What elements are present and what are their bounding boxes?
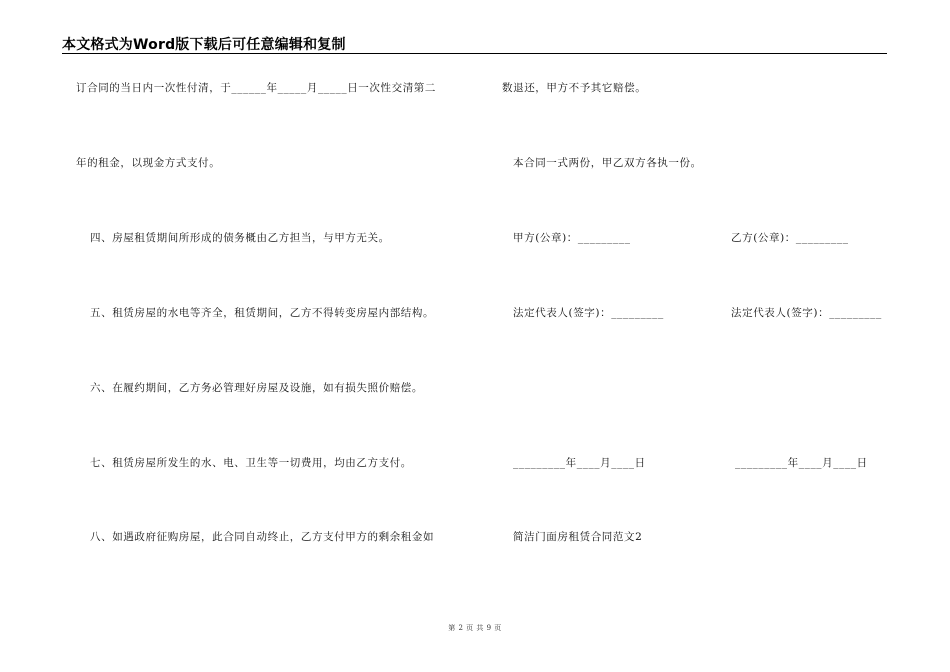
party-b-date-field: _________年____月____日 (735, 457, 868, 469)
next-document-title: 简洁门面房租赁合同范文2 (513, 531, 643, 543)
clause-5: 五、租赁房屋的水电等齐全，租赁期间，乙方不得转变房屋内部结构。 (90, 307, 435, 319)
clause-4: 四、房屋租赁期间所形成的债务概由乙方担当，与甲方无关。 (90, 232, 390, 244)
party-a-date-field: _________年____月____日 (513, 457, 646, 469)
page-number: 第 2 页 共 9 页 (448, 624, 502, 632)
clause-8: 八、如遇政府征购房屋，此合同自动终止，乙方支付甲方的剩余租金如 (90, 531, 435, 543)
header-divider (62, 53, 887, 54)
clause-7: 七、租赁房屋所发生的水、电、卫生等一切费用，均由乙方支付。 (90, 457, 412, 469)
party-b-representative-field: 法定代表人(签字)：_________ (731, 307, 882, 319)
contract-text-line: 数退还，甲方不予其它赔偿。 (502, 82, 647, 94)
party-a-seal-field: 甲方(公章)：_________ (513, 232, 631, 244)
copies-clause: 本合同一式两份，甲乙双方各执一份。 (513, 157, 702, 169)
clause-6: 六、在履约期间，乙方务必管理好房屋及设施，如有损失照价赔偿。 (90, 382, 423, 394)
party-a-representative-field: 法定代表人(签字)：_________ (513, 307, 664, 319)
document-header: 本文格式为Word版下载后可任意编辑和复制 (62, 37, 346, 53)
party-b-seal-field: 乙方(公章)：_________ (731, 232, 849, 244)
contract-text-line: 订合同的当日内一次性付清，于______年_____月_____日一次性交清第二 (76, 82, 436, 94)
contract-text-line: 年的租金，以现金方式支付。 (76, 157, 221, 169)
